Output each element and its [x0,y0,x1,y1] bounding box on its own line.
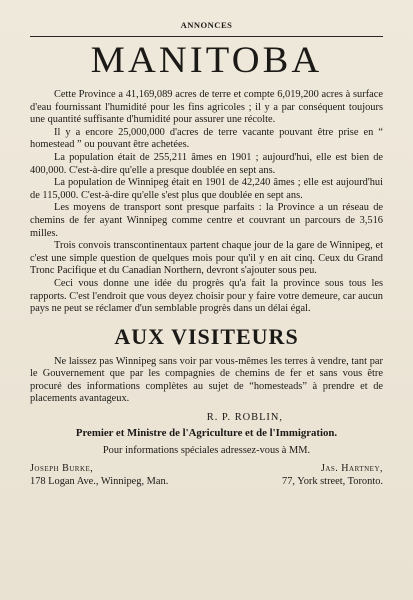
contact-burke [30,462,168,488]
page-title: MANITOBA [90,40,323,81]
contact-address: 77, York street, Toronto. [282,476,383,488]
contact-hartney [282,462,383,488]
info-line: Pour informations spéciales adressez-vous à MM. [102,445,311,457]
contact-address: 178 Logan Ave., Winnipeg, Man. [30,476,169,488]
section-header: ANNONCES [180,20,233,30]
premier-line: Premier et Ministre de l'Agriculture et de l'Immigration. [75,427,338,440]
paragraph-transport: Les moyens de transport sont presque parfaits : la Province a un réseau de chemins de fer ayant Winnipeg comme centre et couvrant un parcours de 3,516 milles. [30,202,383,239]
paragraph-area: Cette Province a 41,169,089 acres de terre et compte 6,019,200 acres à surface d'eau fournissant l'humidité pour les fins agricoles ; il y a par conséquent toujours une quantité suffisante d'humidité pour assurer une récolte. [30,89,383,126]
visitors-title: AUX VISITEURS [114,323,299,349]
paragraph-winnipeg: La population de Winnipeg était en 1901 de 42,240 âmes ; elle est aujourd'hui de 115,000. C'est-à-dire qu'elle s'est plus que doublée en sept ans. [30,177,383,201]
paragraph-homestead: Il y a encore 25,000,000 d'acres de terre vacante pouvant être prise en “ homestead ” ou pouvant être achetées. [30,126,383,151]
contacts [30,462,383,488]
paragraph-progress: Ceci vous donne une idée du progrès qu'a fait la province sous tous les rapports. C'est l'endroit que vous deyez choisir pour y faire votre demeure, car aucun pays ne peut se réclamer d'un semblable progrès dans un délai égal. [30,277,383,315]
contact-name: Jas. Hartney, [320,463,383,475]
contact-name: Joseph Burke, [30,463,94,475]
paragraph-population: La population était de 255,211 âmes en 1901 ; aujourd'hui, elle est bien de 400,000. C'est-à-dire qu'elle a presque doublée en sept ans. [30,151,383,176]
header-rule [30,36,383,37]
signature: R. P. ROBLIN, [206,412,283,424]
visitors-paragraph: Ne laissez pas Winnipeg sans voir par vous-mêmes les terres à vendre, tant par le Gouvernement que par les compagnies de chemins de fer et sans vous être procuré des informations complètes au sujet de “homesteads” à prendre et de placements avantageux. [30,355,383,405]
paragraph-trains: Trois convois transcontinentaux partent chaque jour de la gare de Winnipeg, et c'est une simple question de quelques mois pour qu'il y en ait cinq. Ceux du Grand Tronc Pacifique et du Canadian Northern, devront s'ajouter sous peu. [30,240,383,277]
